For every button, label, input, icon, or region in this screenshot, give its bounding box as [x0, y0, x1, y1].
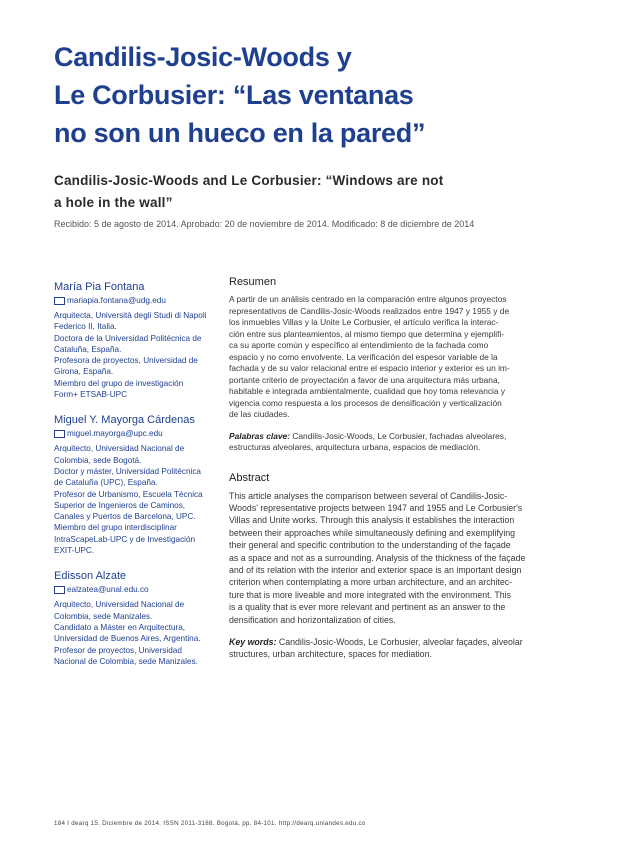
affiliation-line: EXIT-UPC.	[54, 546, 95, 556]
text-line: vigencia como respuesta a los procesos de densificación y verticalización	[229, 397, 502, 408]
text-line: Woods' representative projects between 1947 and 1955 and Le Corbusier's	[229, 502, 523, 513]
article-dates: Recibido: 5 de agosto de 2014. Aprobado: 20 de noviembre de 2014. Modificado: 8 de diciembre de 2014	[54, 219, 475, 229]
keywords-line	[229, 431, 568, 443]
text-line: and of its relation with the interior and exterior space is an important design	[229, 564, 522, 575]
resumen-heading: Resumen	[229, 276, 277, 288]
author-affiliation	[54, 599, 224, 667]
affiliation-line: Universidad de Buenos Aires, Argentina.	[54, 634, 201, 644]
text-line: fachada y de su valor relacional entre el espacio interior y exterior es un im-	[229, 363, 510, 373]
keywords-line	[229, 636, 568, 648]
text-line: This article analyses the comparison between several of Candilis-Josic-	[229, 490, 508, 501]
author-email[interactable]	[54, 585, 224, 594]
abstract-column	[229, 276, 568, 661]
keywords-text: Candilis-Josic-Woods, Le Corbusier, alveolar façades, alveolar	[278, 636, 523, 647]
affiliation-line: Form+ ETSAB-UPC	[54, 390, 128, 400]
affiliation-line: Profesor de Urbanismo, Escuela Técnica	[54, 489, 203, 499]
resumen-text	[229, 294, 568, 421]
text-line: los inmuebles Villas y la Unite Le Corbusier, el artículo verifica la interac-	[229, 317, 499, 327]
text-line: ca su aporte común y específico al entendimiento de la fachada como	[229, 340, 489, 350]
text-line: densification and horizontalization of cities.	[229, 614, 396, 625]
affiliation-line: Colombia, sede Manizales.	[54, 611, 153, 621]
keywords-label: Key words:	[229, 636, 277, 647]
affiliation-line: Federico II, Italia.	[54, 322, 117, 332]
affiliation-line: Profesora de proyectos, Universidad de	[54, 356, 198, 366]
key-words	[229, 636, 568, 661]
author-affiliation	[54, 443, 224, 556]
mail-icon	[54, 297, 65, 305]
affiliation-line: Girona, España.	[54, 367, 114, 377]
text-line: their general and specific contribution to the understanding of the façade	[229, 540, 511, 551]
title-line: Candilis-Josic-Woods y	[54, 42, 352, 72]
title-line: no son un hueco en la pared”	[54, 118, 426, 148]
text-line: portante criterio de proyectación a favor de una arquitectura más urbana,	[229, 374, 500, 385]
affiliation-line: Cataluña, España.	[54, 344, 122, 354]
affiliation-line: Miembro del grupo de investigación	[54, 378, 184, 388]
authors-column	[54, 281, 224, 681]
author-block	[54, 414, 224, 556]
mail-icon	[54, 586, 65, 594]
text-line: representativos de Candilis-Josic-Woods realizados entre 1947 y 1955 y de	[229, 305, 510, 316]
author-block	[54, 570, 224, 667]
affiliation-line: Doctor y máster, Universidad Politécnica	[54, 466, 201, 476]
keywords-line: estructuras alveolares, arquitectura urbana, espacios de mediación.	[229, 442, 481, 452]
text-line: de las ciudades.	[229, 409, 290, 419]
affiliation-line: de Cataluña (UPC), España.	[54, 478, 158, 488]
abstract-text	[229, 490, 568, 626]
author-email-text[interactable]: miguel.mayorga@upc.edu	[67, 429, 163, 439]
title-line: Le Corbusier: “Las ventanas	[54, 80, 414, 110]
mail-icon	[54, 430, 65, 438]
text-line: between their approaches while simultaneously defining and exemplifying	[229, 527, 516, 538]
author-email[interactable]	[54, 429, 224, 438]
keywords-text: Candilis-Josic-Woods, Le Corbusier, fachadas alveolares,	[292, 430, 507, 441]
author-block	[54, 281, 224, 400]
affiliation-line: Doctora de la Universidad Politécnica de	[54, 333, 202, 343]
subtitle-line: Candilis-Josic-Woods and Le Corbusier: “Windows are not	[54, 173, 444, 188]
author-name: Miguel Y. Mayorga Cárdenas	[54, 414, 195, 427]
affiliation-line: Profesor de proyectos, Universidad	[54, 645, 182, 655]
affiliation-line: Superior de Ingenieros de Caminos,	[54, 500, 186, 510]
affiliation-line: IntraScapeLab-UPC y de Investigación	[54, 534, 196, 544]
affiliation-line: Candidato a Máster en Arquitectura,	[54, 622, 186, 632]
article-title	[54, 38, 534, 152]
text-line: Villas and Unite works. Through this analysis it establishes the interaction	[229, 515, 515, 526]
article-subtitle	[54, 170, 514, 214]
author-email-text[interactable]: mariapia.fontana@udg.edu	[67, 296, 166, 305]
affiliation-line: Arquitecto, Universidad Nacional de	[54, 600, 185, 610]
author-name: María Pia Fontana	[54, 281, 145, 293]
text-line: ción entre sus planteamientos, al mismo tiempo que determina y ejemplifi-	[229, 328, 505, 339]
text-line: criterion when contemplating a more urban architecture, and an architec-	[229, 577, 513, 588]
subtitle-line: a hole in the wall”	[54, 195, 173, 210]
text-line: as a space and not as a surrounding. Analysis of the thickness of the façade	[229, 552, 526, 563]
affiliation-line: Arquitecta, Università degli Studi di Napoli	[54, 311, 207, 320]
palabras-clave	[229, 431, 568, 454]
keywords-label: Palabras clave:	[229, 430, 290, 441]
affiliation-line: Colombia, sede Bogotá.	[54, 455, 142, 465]
author-affiliation	[54, 310, 224, 400]
text-line: espacio y no como envolvente. La verificación del espesor variable de la	[229, 351, 498, 362]
author-email-text[interactable]: ealzatea@unal.edu.co	[67, 585, 149, 595]
text-line: A partir de un análisis centrado en la comparación entre algunos proyectos	[229, 294, 507, 304]
text-line: habitable e integrada ambientalmente, cualidad que hoy toma relevancia y	[229, 386, 506, 396]
affiliation-line: Nacional de Colombia, sede Manizales.	[54, 656, 198, 666]
abstract-heading: Abstract	[229, 471, 270, 484]
text-line: ture that is more liveable and more integrated with the environment. This	[229, 589, 511, 600]
keywords-line: structures, urban architecture, spaces for mediation.	[229, 649, 432, 660]
affiliation-line: Canales y Puertos de Barcelona, UPC.	[54, 512, 196, 522]
text-line: is a quality that is ever more relevant and pertinent as an answer to the	[229, 602, 506, 613]
affiliation-line: Miembro del grupo interdisciplinar	[54, 523, 177, 533]
affiliation-line: Arquitecto, Universidad Nacional de	[54, 444, 185, 454]
author-email[interactable]	[54, 296, 224, 305]
page-footer: 184 I dearq 15. Diciembre de 2014. ISSN 2011-3188. Bogotá, pp. 84-101. http://dearq.uniandes.edu.co	[54, 820, 366, 827]
author-name: Edisson Alzate	[54, 570, 127, 583]
